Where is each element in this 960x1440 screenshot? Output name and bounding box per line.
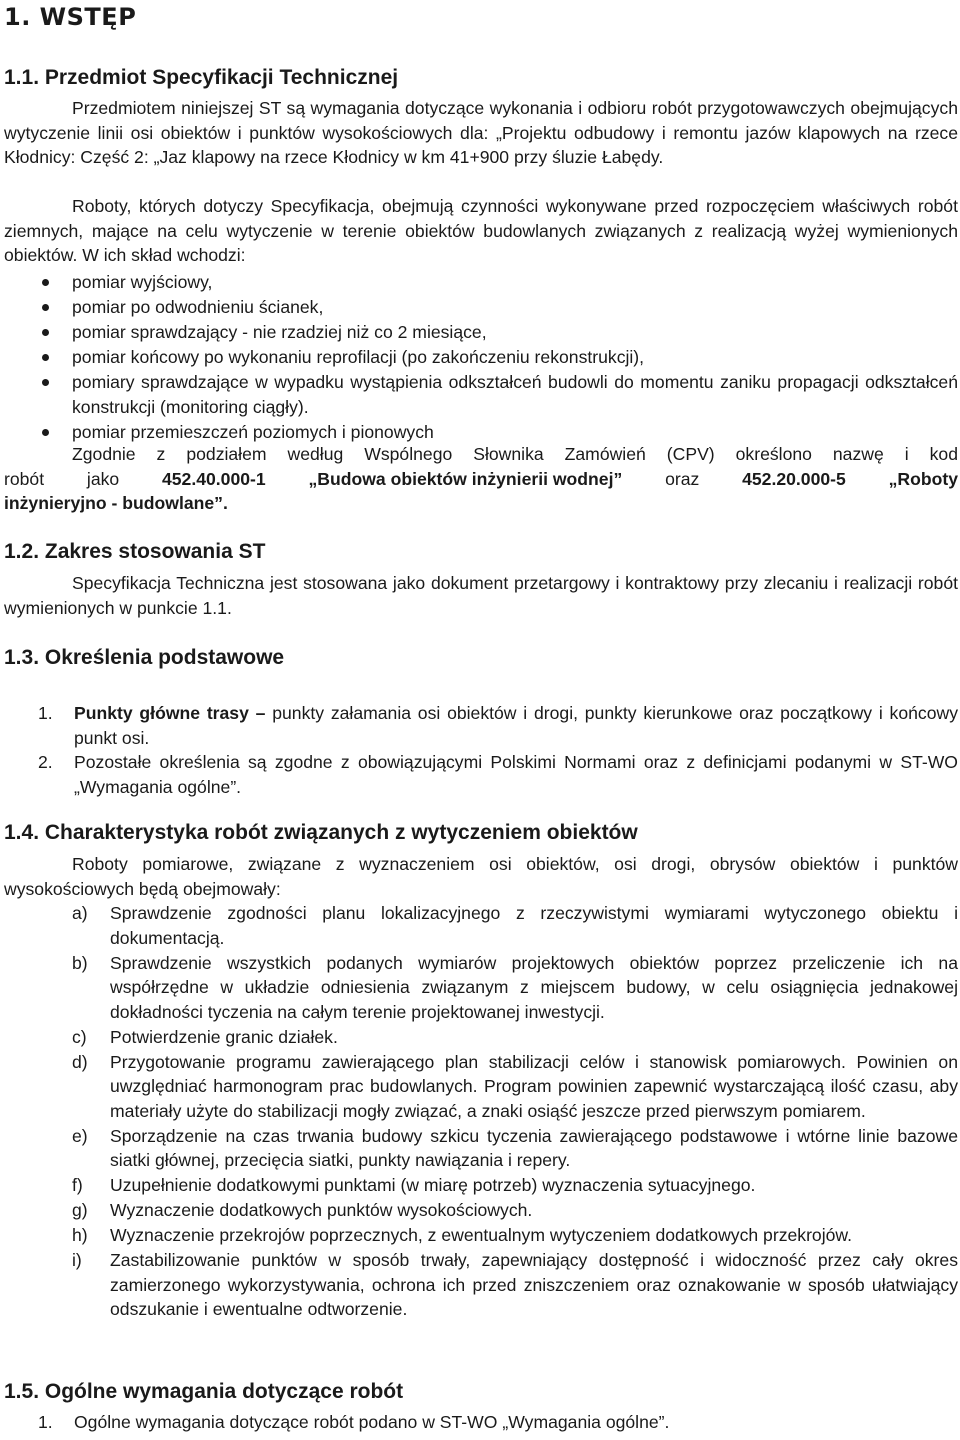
bullet-item: pomiary sprawdzające w wypadku wystąpienia odkształceń budowli do momentu zaniku propagacji odkształceń konstrukcji (monitoring ciągły). <box>4 370 958 419</box>
bullet-item: pomiar sprawdzający - nie rzadziej niż co 2 miesiące, <box>4 320 958 345</box>
section-1-2-paragraph: Specyfikacja Techniczna jest stosowana jako dokument przetargowy i kontraktowy przy zlecaniu i realizacji robót wymienionych w punkcie 1.1. <box>4 573 958 618</box>
cpv-code-1: 452.40.000-1 <box>161 468 266 489</box>
section-1-1-heading: 1.1. Przedmiot Specyfikacji Technicznej <box>4 66 399 89</box>
bullet-item: pomiar przemieszczeń poziomych i pionowych <box>4 420 958 445</box>
general-requirements-list <box>4 1410 958 1435</box>
list-item-e: e) Sporządzenie na czas trwania budowy szkicu tyczenia zawierającego podstawowe i wtórne linie bazowe siatki głównej, przecięcia siatki, punkty nawiązania i repery. <box>72 1125 958 1170</box>
list-item-a: a) Sprawdzenie zgodności planu lokalizacyjnego z rzeczywistymi wymiarami wytyczonego obiektu i dokumentacją. <box>72 903 958 948</box>
definition-item-2: 2. Pozostałe określenia są zgodne z obowiązującymi Polskimi Normami oraz z definicjami podanymi w ST-WO „Wymagania ogólne”. <box>38 752 958 797</box>
chapter-heading: 1. WSTĘP <box>4 3 137 31</box>
cpv-name-2: „Roboty <box>888 468 958 489</box>
list-item-i: i) Zastabilizowanie punktów w sposób trwały, zapewniający dostępność i widoczność przez cały okres zamierzonego wykorzystywania, ochrona ich przed zniszczeniem oraz oznakowanie w sposób ułatwiający odszukanie i ewentualne odtworzenie. <box>72 1250 958 1319</box>
list-item-g: g) Wyznaczenie dodatkowych punktów wysokościowych. <box>72 1200 533 1220</box>
cpv-paragraph <box>4 442 958 516</box>
section-1-1-paragraph-2: Roboty, których dotyczy Specyfikacja, obejmują czynności wykonywane przed rozpoczęciem właściwych robót ziemnych, mające na celu wytyczenie w terenie obiektów budowlanych związanych z realizacją wyżej wymienionych obiektów. W ich skład wchodzi: <box>4 196 958 265</box>
cpv-name-1: „Budowa obiektów inżynierii wodnej” <box>308 468 623 489</box>
section-1-5-heading: 1.5. Ogólne wymagania dotyczące robót <box>4 1380 404 1403</box>
general-requirement-item: 1. Ogólne wymagania dotyczące robót podano w ST-WO „Wymagania ogólne”. <box>38 1412 670 1432</box>
list-item-h: h) Wyznaczenie przekrojów poprzecznych, z ewentualnym wytyczeniem dodatkowych przekrojów. <box>72 1225 853 1245</box>
section-1-2-heading: 1.2. Zakres stosowania ST <box>4 540 266 563</box>
list-item-b: b) Sprawdzenie wszystkich podanych wymiarów projektowych obiektów poprzez przeliczenie ich na współrzędne w układzie odniesienia związanym z miejscem budowy, w celu osiągnięcia jednakowej dokładności tyczenia na całym terenie projektowanej inwestycji. <box>72 952 958 1022</box>
list-item-f: f) Uzupełnienie dodatkowymi punktami (w miarę potrzeb) wyznaczenia sytuacyjnego. <box>72 1175 756 1195</box>
cpv-code-2: 452.20.000-5 <box>742 468 846 489</box>
section-1-4-paragraph: Roboty pomiarowe, związane z wyznaczeniem osi obiektów, osi drogi, obrysów obiektów i punktów wysokościowych będą obejmowały: <box>4 854 958 899</box>
definition-item-1: 1. Punkty główne trasy – punkty załamania osi obiektów i drogi, punkty kierunkowe oraz początkowy i końcowy punkt osi. <box>38 703 958 748</box>
section-1-3-heading: 1.3. Określenia podstawowe <box>4 646 285 669</box>
bullet-dot-icon <box>42 354 49 361</box>
list-item-d: d) Przygotowanie programu zawierającego plan stabilizacji celów i stanowisk pomiarowych. Powinien on uwzględniać harmonogram prac budowlanych. Program powinien zapewnić wystarczającą ilość czasu, aby materiały użyte do stabilizacji mogły związać, a znaki osiąść jeszcze przed pierwszym pomiarem. <box>72 1051 958 1121</box>
works-bullet-list <box>4 270 958 444</box>
bullet-dot-icon <box>42 429 49 436</box>
cpv-name-2-continued: inżynieryjno - budowlane”. <box>4 493 228 513</box>
bullet-item: pomiar wyjściowy, <box>4 270 958 295</box>
bullet-item: pomiar końcowy po wykonaniu reprofilacji (po zakończeniu rekonstrukcji), <box>4 345 958 370</box>
bullet-dot-icon <box>42 304 49 311</box>
section-1-1-paragraph-1: Przedmiotem niniejszej ST są wymagania dotyczące wykonania i odbioru robót przygotowawczych obejmujących wytyczenie linii osi obiektów i punktów wysokościowych dla: „Projektu odbudowy i remontu jazów klapowych na rzece Kłodnicy: Część 2: „Jaz klapowy na rzece Kłodnicy w km 41+900 przy śluzie Łabędy. <box>4 98 958 167</box>
cpv-line-2: robót jako 452.40.000-1 „Budowa obiektów inżynierii wodnej” oraz 452.20.000-5 „Roboty <box>4 467 958 492</box>
bullet-item: pomiar po odwodnieniu ścianek, <box>4 295 958 320</box>
cpv-line-1: Zgodnie z podziałem według Wspólnego Słownika Zamówień (CPV) określono nazwę i kod <box>72 444 958 464</box>
list-item-c: c) Potwierdzenie granic działek. <box>72 1026 338 1047</box>
bullet-dot-icon <box>42 329 49 336</box>
works-lettered-list <box>4 901 958 1322</box>
bullet-dot-icon <box>42 379 49 386</box>
section-1-4-heading: 1.4. Charakterystyka robót związanych z wytyczeniem obiektów <box>4 821 638 844</box>
bullet-dot-icon <box>42 279 49 286</box>
definitions-list <box>4 701 958 799</box>
